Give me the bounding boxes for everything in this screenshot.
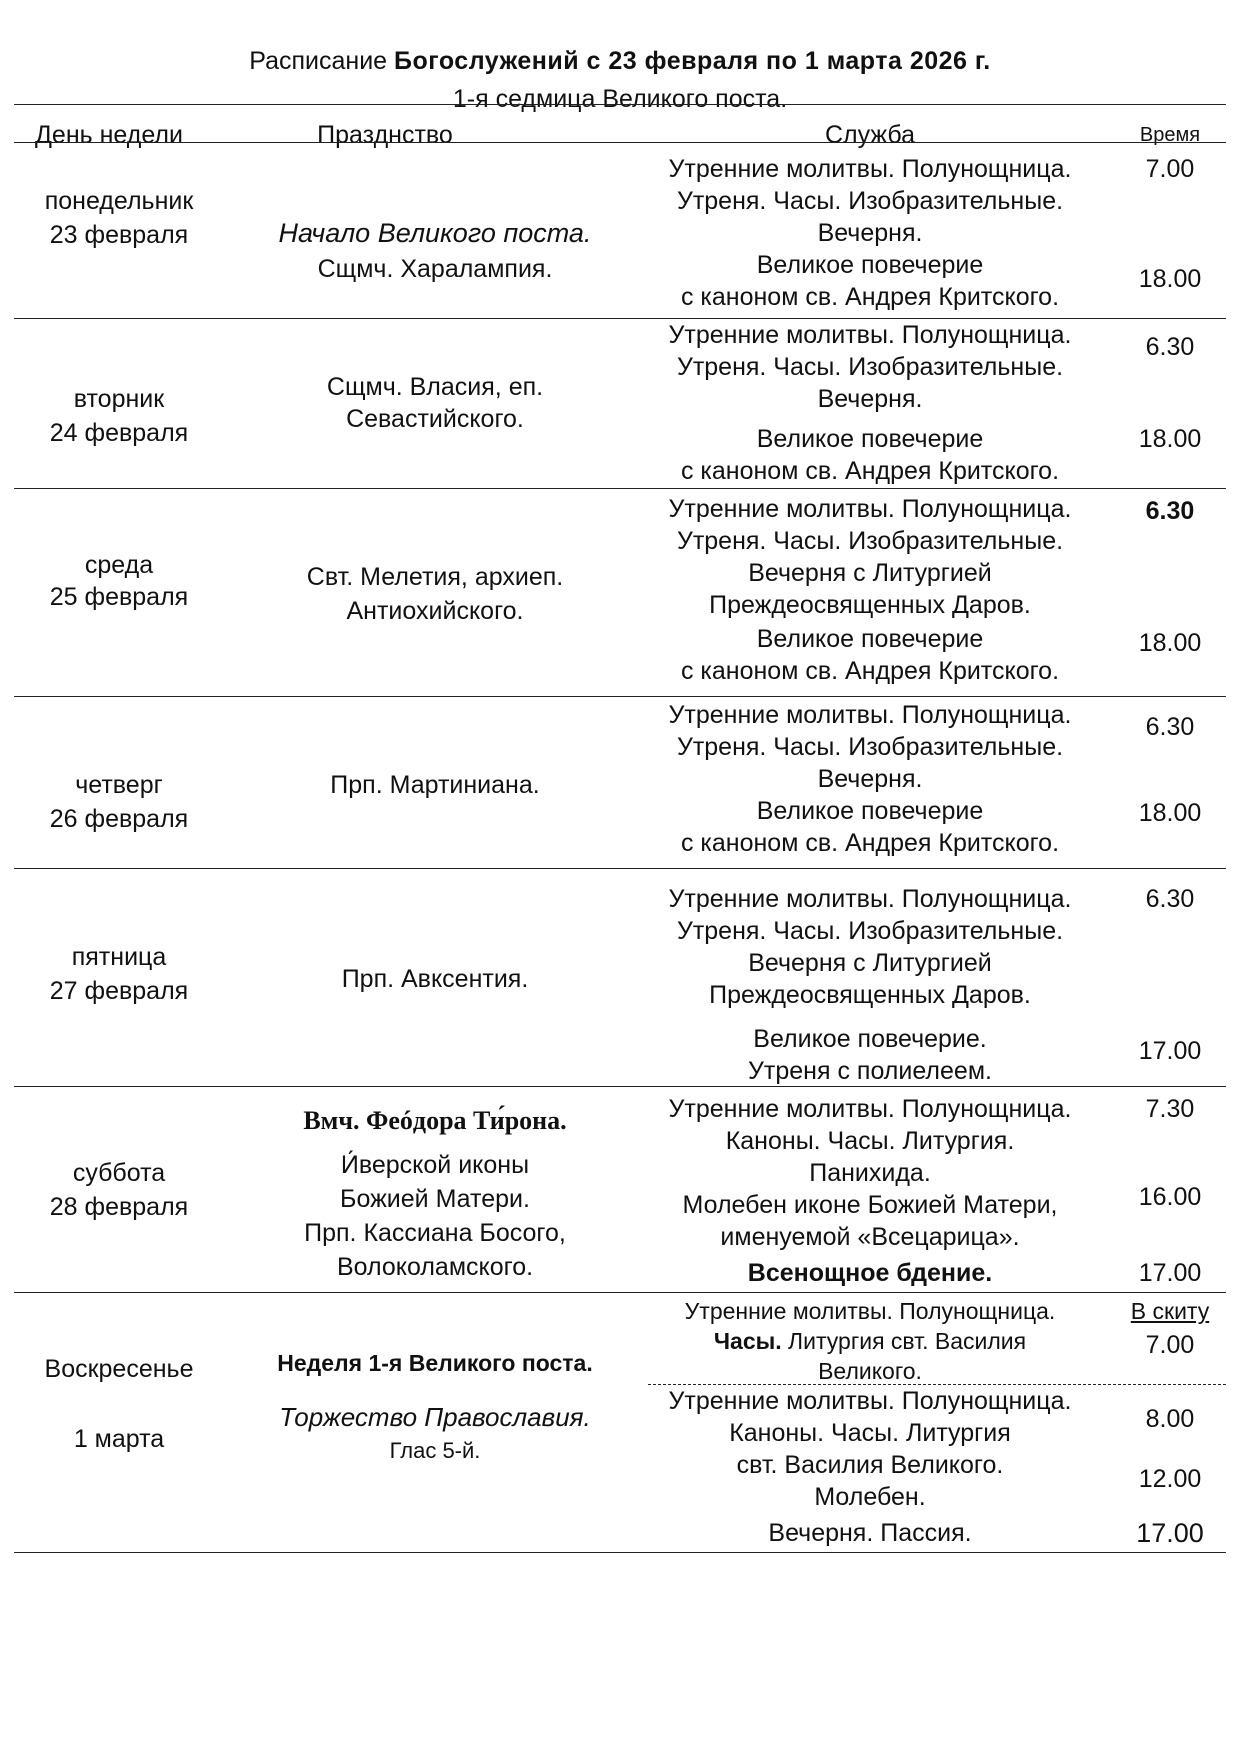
schedule-subtitle: 1-я седмица Великого поста. xyxy=(452,85,788,113)
day-date: 23 февраля xyxy=(49,221,189,249)
service-line: Утренние молитвы. Полунощница. xyxy=(668,701,1072,729)
service-time: 17.00 xyxy=(1136,1518,1204,1548)
service-line: Утреня. Часы. Изобразительные. xyxy=(676,187,1064,215)
feast-line: Глас 5-й. xyxy=(389,1438,481,1463)
divider xyxy=(14,104,1226,105)
day-date: 24 февраля xyxy=(49,419,189,447)
day-date: 28 февраля xyxy=(49,1193,189,1221)
service-line: Вечерня. xyxy=(817,765,923,793)
service-line: с каноном св. Андрея Критского. xyxy=(680,657,1060,685)
service-line: Утреня. Часы. Изобразительные. xyxy=(676,353,1064,381)
service-line: Утренние молитвы. Полунощница. xyxy=(668,495,1072,523)
service-line: Вечерня. xyxy=(817,219,923,247)
service-time: 18.00 xyxy=(1138,799,1202,827)
feast-line: Прп. Кассиана Босого, xyxy=(304,1219,566,1247)
feast-line: Сщмч. Власия, еп. xyxy=(326,373,544,401)
day-name: среда xyxy=(84,551,154,579)
service-liturgy: Литургия свт. Василия xyxy=(781,1328,1027,1354)
feast-line: Волоколамского. xyxy=(336,1253,534,1281)
feast-line: Торжество Православия. xyxy=(279,1402,591,1432)
feast-line: Начало Великого поста. xyxy=(278,218,592,248)
day-name: суббота xyxy=(72,1159,166,1187)
day-name: пятница xyxy=(71,943,167,971)
service-time: 6.30 xyxy=(1145,885,1195,913)
divider xyxy=(14,1552,1226,1553)
service-line: с каноном св. Андрея Критского. xyxy=(680,283,1060,311)
header-day: День недели xyxy=(35,121,183,149)
feast-line: Антиохийского. xyxy=(346,597,524,625)
day-date: 1 марта xyxy=(73,1425,165,1453)
day-date: 26 февраля xyxy=(49,805,189,833)
day-date: 25 февраля xyxy=(49,583,189,611)
service-line: Великого. xyxy=(818,1358,922,1384)
service-line: с каноном св. Андрея Критского. xyxy=(680,829,1060,857)
service-line: Утренние молитвы. Полунощница. xyxy=(668,155,1072,183)
service-line: Преждеосвященных Даров. xyxy=(709,591,1031,619)
service-line: Утренние молитвы. Полунощница. xyxy=(668,885,1072,913)
service-line: Вечерня с Литургией xyxy=(748,949,992,977)
service-line: Великое повечерие. xyxy=(753,1025,987,1053)
service-line: Каноны. Часы. Литургия. xyxy=(725,1127,1015,1155)
service-line: Вечерня с Литургией xyxy=(748,559,992,587)
service-line: Каноны. Часы. Литургия xyxy=(729,1419,1011,1447)
feast-line: Сщмч. Харалампия. xyxy=(317,255,553,283)
service-line: Утреня с полиелеем. xyxy=(748,1057,992,1085)
day-name: понедельник xyxy=(44,187,194,215)
service-time: 17.00 xyxy=(1138,1037,1202,1065)
service-line: Всенощное бдение. xyxy=(747,1259,993,1287)
service-time: 17.00 xyxy=(1138,1259,1202,1287)
service-time: 12.00 xyxy=(1138,1465,1202,1493)
service-line: Молебен. xyxy=(814,1483,926,1511)
feast-line: И́верской иконы xyxy=(340,1151,530,1179)
feast-line: Прп. Мартиниана. xyxy=(330,771,540,799)
service-time: 18.00 xyxy=(1138,425,1202,453)
day-date: 27 февраля xyxy=(49,977,189,1005)
divider xyxy=(14,1292,1226,1293)
service-time: 7.30 xyxy=(1145,1095,1195,1123)
service-time: 18.00 xyxy=(1138,265,1202,293)
service-line: Вечерня. xyxy=(817,385,923,413)
service-line: Утренние молитвы. Полунощница. xyxy=(684,1298,1056,1324)
service-time: 6.30 xyxy=(1145,333,1195,361)
service-line: с каноном св. Андрея Критского. xyxy=(680,457,1060,485)
day-name: четверг xyxy=(75,771,163,799)
feast-line: Вмч. Феóдора Ти́рона. xyxy=(303,1106,567,1135)
service-hours: Часы. xyxy=(713,1328,782,1354)
service-line: Молебен иконе Божией Матери, xyxy=(682,1191,1058,1219)
feast-line: Севастийского. xyxy=(346,405,524,433)
service-line: Утренние молитвы. Полунощница. xyxy=(668,321,1072,349)
service-line: Утреня. Часы. Изобразительные. xyxy=(676,917,1064,945)
service-line: Великое повечерие xyxy=(756,797,984,825)
header-service: Служба xyxy=(824,121,916,149)
service-time: 6.30 xyxy=(1145,713,1195,741)
schedule-title xyxy=(0,46,1240,76)
day-name: вторник xyxy=(73,385,165,413)
divider xyxy=(14,1086,1226,1087)
divider xyxy=(14,696,1226,697)
service-time: 8.00 xyxy=(1145,1405,1195,1433)
divider xyxy=(14,868,1226,869)
feast-line: Божией Матери. xyxy=(340,1185,530,1213)
service-time: 7.00 xyxy=(1145,1331,1195,1359)
feast-line: Свт. Мелетия, архиеп. xyxy=(306,563,564,591)
divider xyxy=(14,488,1226,489)
title-main: Богослужений с 23 февраля по 1 марта 2026 г. xyxy=(394,47,991,75)
header-time: Время xyxy=(1139,124,1201,146)
service-time: 7.00 xyxy=(1145,155,1195,183)
service-line: Великое повечерие xyxy=(756,251,984,279)
service-time: 6.30 xyxy=(1145,497,1195,525)
service-line: Великое повечерие xyxy=(756,625,984,653)
service-line: Утренние молитвы. Полунощница. xyxy=(668,1095,1072,1123)
service-line: Преждеосвященных Даров. xyxy=(709,981,1031,1009)
divider xyxy=(14,142,1226,143)
service-line: Утреня. Часы. Изобразительные. xyxy=(676,527,1064,555)
service-line: Великое повечерие xyxy=(756,425,984,453)
service-line: Вечерня. Пассия. xyxy=(768,1519,972,1547)
title-prefix: Расписание xyxy=(249,47,388,75)
service-line: Утренние молитвы. Полунощница. xyxy=(668,1387,1072,1415)
service-line: свт. Василия Великого. xyxy=(736,1451,1004,1479)
service-line: Утреня. Часы. Изобразительные. xyxy=(676,733,1064,761)
service-line xyxy=(620,1324,1120,1358)
service-time: 18.00 xyxy=(1138,629,1202,657)
feast-line: Прп. Авксентия. xyxy=(341,965,529,993)
feast-line: Неделя 1-я Великого поста. xyxy=(277,1350,593,1376)
day-name: Воскресенье xyxy=(44,1355,194,1383)
service-line: именуемой «Всецарица». xyxy=(720,1223,1020,1251)
service-time: 16.00 xyxy=(1138,1183,1202,1211)
header-feast: Празднство xyxy=(317,121,453,149)
service-line: Панихида. xyxy=(809,1159,931,1187)
service-location: В скиту xyxy=(1130,1298,1210,1324)
